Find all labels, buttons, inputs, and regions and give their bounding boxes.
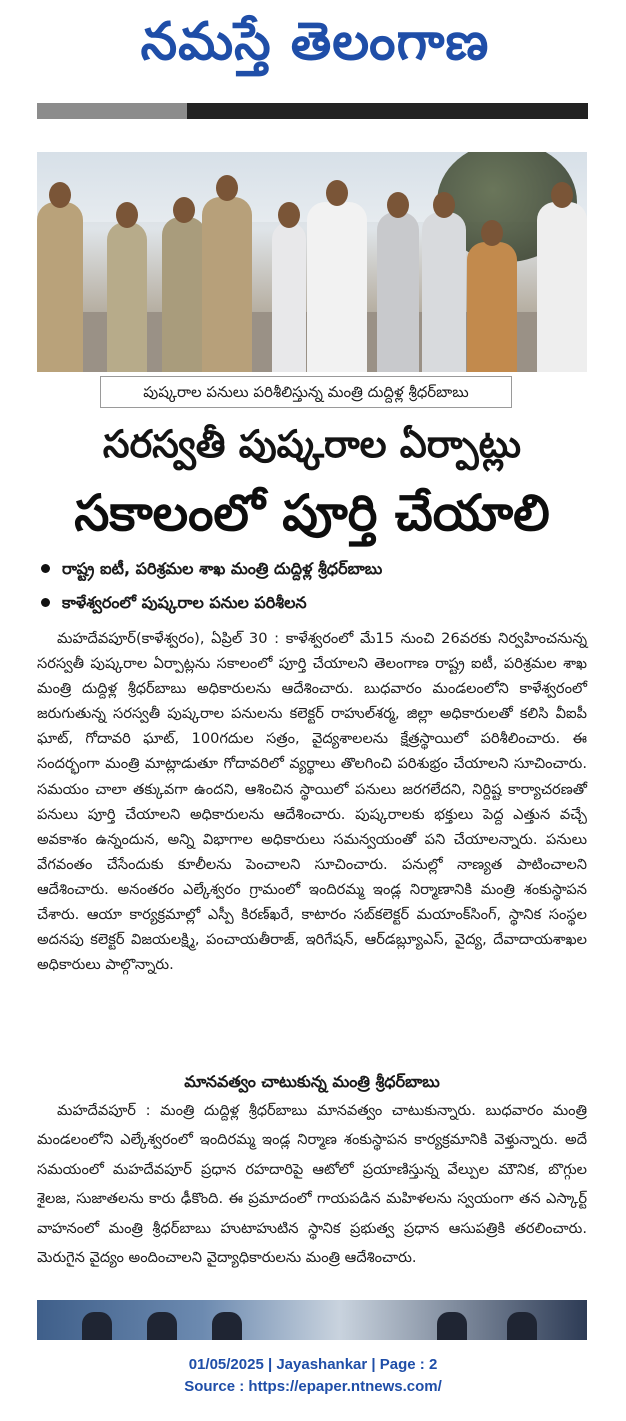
- bullet-item: కాళేశ్వరంలో పుష్కరాల పనుల పరిశీలన: [37, 586, 587, 620]
- person-figure: [437, 1312, 467, 1340]
- page-footer: [0, 1354, 626, 1398]
- person-figure: [307, 202, 367, 372]
- footer-source-link[interactable]: Source : https://epaper.ntnews.com/: [184, 1378, 442, 1395]
- person-figure: [37, 202, 83, 372]
- article-paragraph-2: మహదేవపూర్ : మంత్రి దుద్దిళ్ల శ్రీధర్‌బాబు మానవత్వం చాటుకున్నారు. బుధవారం మంత్రి మండలంలోని ఎల్కేశ్వరంలో ఇందిరమ్మ ఇండ్ల నిర్మాణ శంకుస్థాపన కార్యక్రమానికి వెళ్తున్నారు. అదే సమయంలో మహదేవపూర్ ప్రధాన రహదారిపై ఆటోలో ప్రయాణిస్తున్న వేల్పుల మౌనిక, బొగ్గుల శైలజ, సుజాతలను కారు ఢీకొంది. ఈ ప్రమాదంలో గాయపడిన మహిళలను స్వయంగా తన ఎస్కార్ట్ వాహనంలో మంత్రి శ్రీధర్‌బాబు హుటాహుటిన స్థానిక ప్రభుత్వ ప్రధాన ఆసుపత్రికి తరలించారు. మెరుగైన వైద్యం అందించాలని వైద్యాధికారులను మంత్రి ఆదేశించారు.: [37, 1102, 587, 1267]
- highlight-bullets: [37, 552, 587, 620]
- person-figure: [507, 1312, 537, 1340]
- bullet-item: రాష్ట్ర ఐటీ, పరిశ్రమల శాఖ మంత్రి దుద్దిళ్ల శ్రీధర్‌బాబు: [37, 552, 587, 586]
- article-body: [37, 626, 587, 977]
- person-figure: [467, 242, 517, 372]
- person-figure: [212, 1312, 242, 1340]
- person-figure: [107, 222, 147, 372]
- footer-date-line: 01/05/2025 | Jayashankar | Page : 2: [188, 1356, 438, 1373]
- header-rule-light: [37, 103, 187, 119]
- headline-line-2: సకాలంలో పూర్తి చేయాలి: [74, 484, 550, 542]
- person-figure: [537, 202, 587, 372]
- second-photo: [37, 1300, 587, 1340]
- newspaper-logo: నమస్తే తెలంగాణ: [140, 11, 490, 72]
- news-photo: [37, 152, 587, 372]
- person-figure: [162, 217, 206, 372]
- person-figure: [422, 212, 466, 372]
- photo-caption: పుష్కరాల పనులు పరిశీలిస్తున్న మంత్రి దుద్దిళ్ల శ్రీధర్‌బాబు: [100, 376, 512, 408]
- person-figure: [82, 1312, 112, 1340]
- header-rule-dark: [187, 103, 588, 119]
- bullet-dot-icon: [41, 564, 50, 573]
- masthead: [0, 0, 626, 95]
- headline-line-1: సరస్వతీ పుష్కరాల ఏర్పాట్లు: [102, 422, 522, 466]
- article-subheading: మానవత్వం చాటుకున్న మంత్రి శ్రీధర్‌బాబు: [184, 1072, 440, 1091]
- person-figure: [377, 212, 419, 372]
- person-figure: [147, 1312, 177, 1340]
- person-figure: [272, 222, 306, 372]
- article-body-2: [37, 1096, 587, 1272]
- person-figure: [202, 197, 252, 372]
- bullet-dot-icon: [41, 598, 50, 607]
- article-paragraph: మహదేవపూర్(కాళేశ్వరం), ఏప్రిల్ 30 : కాళేశ్వరంలో మే15 నుంచి 26వరకు నిర్వహించనున్న సరస్వతీ పుష్కరాల ఏర్పాట్లను సకాలంలో పూర్తి చేయాలని తెలంగాణ రాష్ట్ర ఐటీ, పరిశ్రమల శాఖ మంత్రి దుద్దిళ్ల శ్రీధర్‌బాబు అధికారులను ఆదేశించారు. బుధవారం మండలంలోని కాళేశ్వరంలో జరుగుతున్న సరస్వతీ పుష్కరాల పనులను కలెక్టర్ రాహుల్‌శర్మ, జిల్లా అధికారులతో కలిసి వీఐపీ ఘాట్, గోదావరి ఘాట్, 100గదుల సత్రం, వైద్యశాలలను క్షేత్రస్థాయిలో పరిశీలించారు. ఈ సందర్భంగా మంత్రి మాట్లాడుతూ గోదావరిలో వ్యర్థాలు తొలగించి పరిశుభ్రం చేయాలని సూచించారు. సమయం చాలా తక్కువగా ఉందని, ఆశించిన స్థాయిలో పనులు జరగలేదని, నిర్దిష్ట కార్యాచరణతో పనులు పూర్తి చేయాలని అధికారులను ఆదేశించారు. పుష్కరాలకు భక్తులు పెద్ద ఎత్తున వచ్చే అవకాశం ఉన్నందున, అన్ని విభాగాల అధికారులు సమన్వయంతో పని చేయాలన్నారు. పనులు వేగవంతం చేసేందుకు కూలీలను పెంచాలని సూచించారు. పనుల్లో నాణ్యత పాటించాలని ఆదేశించారు. అనంతరం ఎల్కేశ్వరం గ్రామంలో ఇందిరమ్మ ఇండ్ల నిర్మాణానికి మంత్రి శంకుస్థాపన చేశారు. ఆయా కార్యక్రమాల్లో ఎస్పీ కిరణ్‌ఖరే, కాటారం సబ్‌కలెక్టర్ మయాంక్‌సింగ్, స్థానిక సంస్థల అదనపు కలెక్టర్ విజయలక్ష్మి, పంచాయతీరాజ్, ఇరిగేషన్, ఆర్‌డబ్ల్యూఎస్, వైద్య, దేవాదాయశాఖల అధికారులు పాల్గొన్నారు.: [37, 630, 587, 974]
